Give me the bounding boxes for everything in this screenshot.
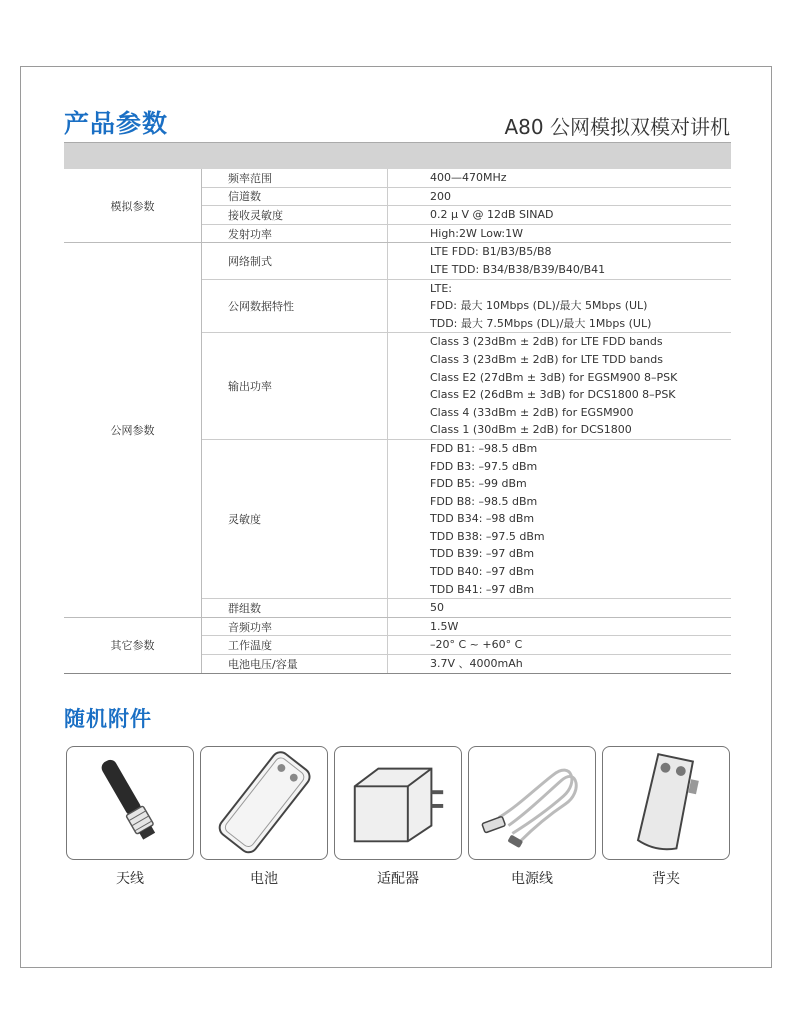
param-value-line: LTE TDD: B34/B38/B39/B40/B41 (430, 262, 606, 276)
section-label: 模拟参数 (64, 169, 202, 242)
param-name: 灵敏度 (202, 440, 388, 598)
param-value-line: 3.7V 、4000mAh (430, 657, 523, 671)
param-value-line: 50 (430, 601, 444, 615)
param-name: 群组数 (202, 599, 388, 617)
spec-table (64, 169, 731, 674)
param-name: 公网数据特性 (202, 280, 388, 333)
param-value-line: Class 1 (30dBm ± 2dB) for DCS1800 (430, 423, 632, 437)
param-name: 输出功率 (202, 333, 388, 439)
param-name: 接收灵敏度 (202, 206, 388, 224)
header-band (64, 143, 731, 169)
spec-row (202, 243, 731, 279)
param-values (388, 618, 731, 636)
accessory-antenna (66, 746, 194, 860)
param-value-line: TDD B34: –98 dBm (430, 512, 535, 526)
param-name: 音频功率 (202, 618, 388, 636)
spec-row (202, 333, 731, 440)
spec-section (64, 169, 731, 243)
spec-row (202, 599, 731, 617)
param-value-line: LTE FDD: B1/B3/B5/B8 (430, 245, 552, 259)
param-values (388, 280, 731, 333)
param-value-line: Class 3 (23dBm ± 2dB) for LTE FDD bands (430, 335, 663, 349)
accessory-battery (200, 746, 328, 860)
param-value-line: Class E2 (27dBm ± 3dB) for EGSM900 8–PSK (430, 370, 678, 384)
param-value-line: FDD: 最大 10Mbps (DL)/最大 5Mbps (UL) (430, 299, 648, 313)
param-name: 发射功率 (202, 225, 388, 243)
param-value-line: Class 4 (33dBm ± 2dB) for EGSM900 (430, 405, 634, 419)
param-value-line: TDD B40: –97 dBm (430, 565, 535, 579)
param-values (388, 188, 731, 206)
param-values (388, 333, 731, 439)
model-name: A80 公网模拟双模对讲机 (504, 115, 730, 139)
param-name: 频率范围 (202, 169, 388, 187)
battery-icon (201, 747, 327, 859)
spec-row (202, 280, 731, 334)
param-value-line: 1.5W (430, 619, 459, 633)
param-name: 电池电压/容量 (202, 655, 388, 673)
accessory-cable (468, 746, 596, 860)
spec-row (202, 636, 731, 655)
param-value-line: 200 (430, 189, 451, 203)
accessory-label-clip: 背夹 (652, 871, 680, 887)
spec-row (202, 618, 731, 637)
page-title: 产品参数 (64, 109, 169, 138)
param-value-line: FDD B3: –97.5 dBm (430, 459, 538, 473)
param-value-line: TDD: 最大 7.5Mbps (DL)/最大 1Mbps (UL) (430, 316, 652, 330)
param-value-line: 0.2 μ V @ 12dB SINAD (430, 208, 554, 222)
param-values (388, 655, 731, 673)
param-value-line: LTE: (430, 281, 452, 295)
spec-row (202, 225, 731, 243)
param-values (388, 169, 731, 187)
param-value-line: FDD B8: –98.5 dBm (430, 494, 538, 508)
spec-section (64, 243, 731, 617)
param-values (388, 206, 731, 224)
accessories-title: 随机附件 (64, 707, 152, 731)
param-value-line: Class E2 (26dBm ± 3dB) for DCS1800 8–PSK (430, 388, 676, 402)
adapter-icon (335, 747, 461, 859)
accessory-label-antenna: 天线 (116, 871, 144, 887)
spec-section (64, 618, 731, 674)
param-value-line: FDD B1: –98.5 dBm (430, 441, 538, 455)
section-label: 其它参数 (64, 618, 202, 673)
accessory-label-battery: 电池 (250, 871, 278, 887)
param-values (388, 599, 731, 617)
param-name: 工作温度 (202, 636, 388, 654)
param-value-line: TDD B38: –97.5 dBm (430, 529, 545, 543)
param-values (388, 636, 731, 654)
param-value-line: 400—470MHz (430, 171, 507, 184)
param-values (388, 243, 731, 278)
antenna-icon (67, 747, 193, 859)
spec-row (202, 169, 731, 188)
accessory-adapter (334, 746, 462, 860)
accessory-label-adapter: 适配器 (377, 871, 419, 887)
cable-icon (469, 747, 595, 859)
param-value-line: TDD B41: –97 dBm (430, 582, 535, 596)
clip-icon (603, 747, 729, 859)
spec-row (202, 206, 731, 225)
param-value-line: High:2W Low:1W (430, 226, 524, 240)
spec-row (202, 188, 731, 207)
param-value-line: –20° C ~ +60° C (430, 638, 523, 652)
param-value-line: Class 3 (23dBm ± 2dB) for LTE TDD bands (430, 352, 663, 366)
section-label: 公网参数 (64, 243, 202, 616)
param-value-line: FDD B5: –99 dBm (430, 477, 527, 491)
param-name: 信道数 (202, 188, 388, 206)
param-name: 网络制式 (202, 243, 388, 278)
param-value-line: TDD B39: –97 dBm (430, 547, 535, 561)
param-values (388, 225, 731, 243)
spec-row (202, 655, 731, 673)
accessory-clip (602, 746, 730, 860)
param-values (388, 440, 731, 598)
accessory-label-cable: 电源线 (511, 871, 553, 887)
spec-row (202, 440, 731, 599)
